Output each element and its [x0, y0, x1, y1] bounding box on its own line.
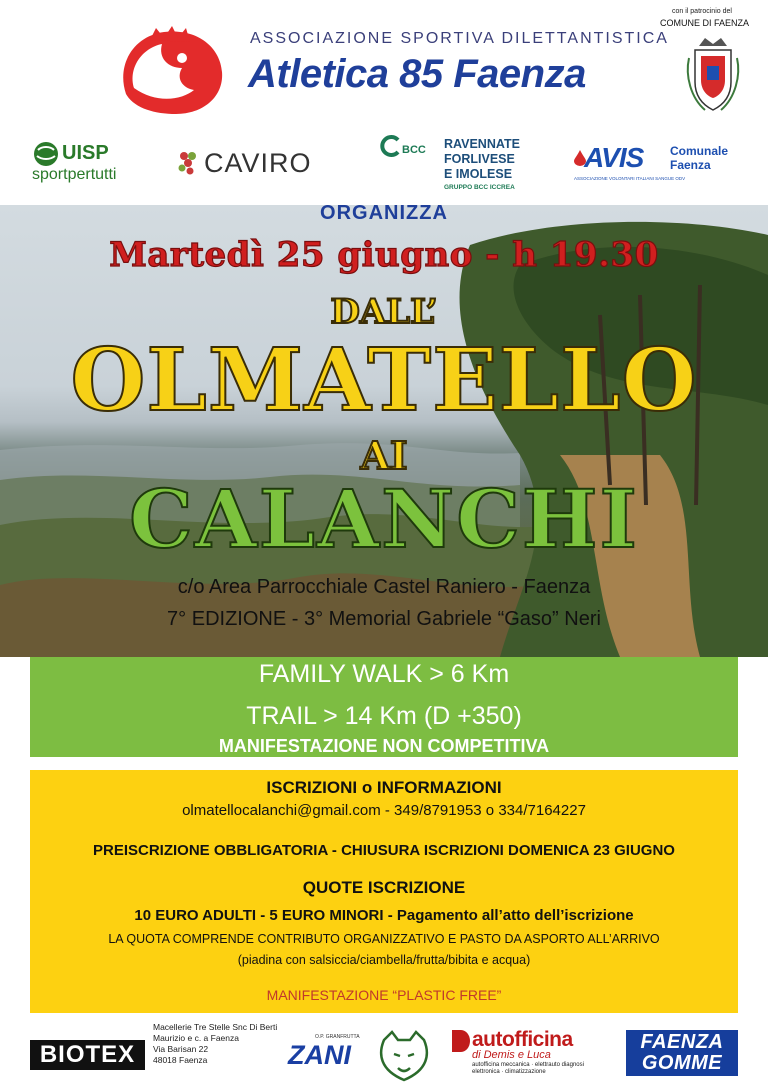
faenza-gomme-logo [626, 1030, 738, 1076]
municipality-name: COMUNE DI FAENZA [660, 18, 750, 28]
title-calanchi: CALANCHI [129, 472, 639, 566]
red-lion-head-logo-icon [112, 24, 230, 118]
to-label: AI [360, 433, 408, 478]
contact-details[interactable]: olmatellocalanchi@gmail.com - 349/8791953 o 334/7164227 [182, 802, 586, 819]
butcher-line-4: 48018 Faenza [153, 1055, 208, 1065]
fees-heading: QUOTE ISCRIZIONE [302, 878, 466, 897]
butcher-line-2: Maurizio e c. a Faenza [153, 1033, 239, 1043]
fees: 10 EURO ADULTI - 5 EURO MINORI - Pagamento all’atto dell’iscrizione [134, 907, 634, 924]
bcc-line-2: FORLIVESE [444, 152, 515, 166]
club-name: Atletica 85 Faenza [248, 52, 586, 96]
butcher-line-1: Macellerie Tre Stelle Snc Di Berti [153, 1022, 278, 1032]
event-date-time: Martedì 25 giugno - h 19.30 [109, 235, 659, 275]
bcc-line-3: E IMOLESE [444, 167, 513, 181]
garage-name: autofficina [472, 1028, 573, 1051]
faenza-coat-of-arms-icon [683, 36, 743, 116]
family-walk-route: FAMILY WALK > 6 Km [258, 660, 510, 688]
title-olmatello: OLMATELLO [70, 330, 698, 431]
uisp-tagline: sportpertutti [32, 166, 117, 183]
grape-icon [176, 146, 202, 180]
biotex-logo: BIOTEX [30, 1040, 145, 1070]
avis-side-line-2: Faenza [670, 158, 711, 172]
garage-d-mark-icon [452, 1030, 470, 1052]
bcc-mark-icon [378, 134, 402, 158]
caviro-logo [176, 146, 346, 182]
avis-side-line-1: Comunale [670, 144, 729, 158]
plastic-free-note: MANIFESTAZIONE “PLASTIC FREE” [266, 987, 502, 1003]
garage-services: autofficina meccanica · elettrauto diagnosi elettronica · climatizzazione [472, 1062, 584, 1075]
tiger-head-icon [376, 1030, 432, 1082]
fee-includes: LA QUOTA COMPRENDE CONTRIBUTO ORGANIZZATIVO E PASTO DA ASPORTO ALL’ARRIVO [108, 932, 660, 946]
butcher-line-3: Via Barisan 22 [153, 1044, 209, 1054]
bcc-mark: BCC [402, 144, 426, 156]
preregistration-note: PREISCRIZIONE OBBLIGATORIA - CHIUSURA ISCRIZIONI DOMENICA 23 GIUGNO [93, 842, 675, 859]
bcc-line-1: RAVENNATE [444, 137, 520, 151]
avis-subtitle: ASSOCIAZIONE VOLONTARI ITALIANI SANGUE ODV [574, 176, 686, 181]
info-heading: ISCRIZIONI o INFORMAZIONI [266, 778, 502, 797]
zani-logo: ZANI [288, 1040, 351, 1070]
venue: c/o Area Parrocchiale Castel Raniero - Faenza [177, 576, 591, 598]
bcc-logo [378, 134, 548, 196]
registration-info-box [30, 770, 738, 1013]
header [0, 0, 768, 205]
uisp-logo [32, 138, 147, 190]
trail-route: TRAIL > 14 Km (D +350) [246, 702, 522, 730]
association-line: ASSOCIAZIONE SPORTIVA DILETTANTISTICA [250, 30, 669, 47]
faenza-gomme-line-1: FAENZA [640, 1031, 724, 1053]
faenza-gomme-line-2: GOMME [641, 1052, 723, 1074]
non-competitive-note: MANIFESTAZIONE NON COMPETITIVA [218, 736, 550, 756]
zani-small-text: O.P. GRANFRUTTA [315, 1034, 360, 1040]
avis-section [670, 144, 728, 172]
uisp-globe-icon [32, 140, 60, 168]
footer-sponsors [0, 1020, 768, 1086]
bcc-group: GRUPPO BCC ICCREA [444, 184, 515, 191]
avis-name: AVIS [584, 142, 644, 173]
autofficina-logo [452, 1028, 602, 1074]
organizes-label: ORGANIZZA [320, 202, 448, 224]
food-details: (piadina con salsiccia/ciambella/frutta/bibita e acqua) [237, 953, 531, 967]
uisp-name: UISP [62, 142, 109, 164]
butcher-sponsor [153, 1022, 277, 1066]
from-label: DALL’ [330, 292, 438, 332]
avis-logo [574, 142, 744, 182]
garage-owners: di Demis e Luca [472, 1049, 551, 1061]
patronage-line: con il patrocinio del [672, 8, 732, 15]
caviro-name: CAVIRO [204, 148, 312, 178]
edition: 7° EDIZIONE - 3° Memorial Gabriele “Gaso” Neri [167, 608, 601, 630]
bcc-name [444, 137, 520, 182]
routes-band [30, 657, 738, 757]
